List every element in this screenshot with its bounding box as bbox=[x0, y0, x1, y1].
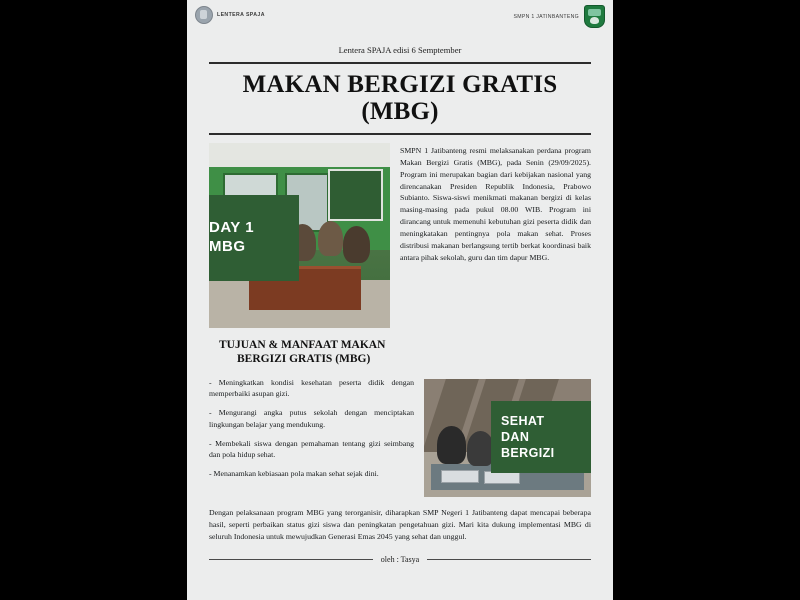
school-identity bbox=[513, 5, 605, 28]
day-badge-line-1: DAY 1 bbox=[209, 219, 255, 237]
day-badge bbox=[209, 195, 299, 281]
section-heading-line-2: BERGIZI GRATIS (MBG) bbox=[237, 353, 371, 366]
footer-rule-left bbox=[209, 559, 373, 560]
newsletter-page bbox=[187, 0, 613, 600]
classroom-photo bbox=[209, 143, 390, 328]
title-line-2: (MBG) bbox=[361, 98, 439, 125]
benefits-list bbox=[209, 377, 414, 487]
day-badge-line-2: MBG bbox=[209, 238, 246, 255]
photo-whiteboard bbox=[328, 169, 383, 221]
sehat-badge-line-1: SEHAT bbox=[501, 413, 545, 428]
lead-section bbox=[209, 143, 591, 328]
meal-distribution-photo bbox=[424, 379, 591, 497]
school-crest-icon bbox=[584, 5, 605, 28]
photo2-person-1 bbox=[437, 426, 465, 464]
lantern-logo-icon bbox=[195, 6, 213, 24]
sehat-badge bbox=[491, 401, 591, 473]
masthead bbox=[187, 0, 613, 34]
sehat-badge-line-2: DAN bbox=[501, 429, 530, 444]
benefits-section bbox=[209, 377, 591, 497]
section-heading bbox=[219, 338, 591, 367]
divider-under-title bbox=[209, 133, 591, 135]
edition-line bbox=[187, 40, 613, 58]
closing-paragraph: Dengan pelaksanaan program MBG yang terorganisir, diharapkan SMP Negeri 1 Jatibanteng dapat mencapai beberapa hasil, seperti perbaikan status gizi siswa dan peningkatan pengetahuan gizi. Mari kita dukung implementasi MBG di seluruh Indonesia untuk mewujudkan Generasi Emas 2045 yang sehat dan unggul. bbox=[209, 507, 591, 541]
benefit-item: - Mengurangi angka putus sekolah dengan menciptakan lingkungan belajar yang mendukung. bbox=[209, 408, 414, 429]
edition-text: Lentera SPAJA edisi 6 Semptember bbox=[338, 45, 462, 55]
benefit-item: - Menanamkan kebiasaan pola makan sehat sejak dini. bbox=[209, 468, 379, 478]
lead-article-text: SMPN 1 Jatibanteng resmi melaksanakan perdana program Makan Bergizi Gratis (MBG), pada Senin (29/09/2025). Program ini merupakan bagian dari kebijakan nasional yang direncanakan Presiden Republik Indonesia, Prabowo Subianto. Siswa-siswi menikmati makanan bergizi di kelas masing-masing pada pukul 08.00 WIB. Program ini dirancang untuk memenuhi kebutuhan gizi peserta didik dan meningkatakan pentingnya pola makan sehat. Proses distribusi makanan berlangsung tertib berkat koordinasi baik antara pihak sekolah, guru dan tim dapur MBG. bbox=[400, 146, 591, 262]
benefit-item: - Membekali siswa dengan pemahaman tentang gizi seimbang dan pola hidup sehat. bbox=[209, 438, 414, 460]
footer-rule-right bbox=[427, 559, 591, 560]
divider-top bbox=[209, 62, 591, 64]
photo2-tray-1 bbox=[441, 470, 480, 483]
photo-student-3 bbox=[343, 226, 370, 263]
benefit-item: - Meningkatkan kondisi kesehatan peserta didik dengan memperbaiki asupan gizi. bbox=[209, 377, 414, 399]
publisher-logo bbox=[195, 6, 265, 24]
page-title bbox=[187, 71, 613, 125]
footer bbox=[209, 555, 591, 564]
sehat-badge-line-3: BERGIZI bbox=[501, 445, 555, 460]
photo2-tray-2 bbox=[484, 471, 519, 484]
title-line-1: MAKAN BERGIZI GRATIS bbox=[242, 71, 558, 98]
publisher-name: LENTERA SPAJA bbox=[217, 12, 265, 18]
school-name: SMPN 1 JATINBANTENG bbox=[513, 13, 579, 20]
photo-wall-top bbox=[209, 143, 390, 167]
section-heading-line-1: TUJUAN & MANFAAT MAKAN bbox=[219, 339, 386, 351]
photo-student-2 bbox=[318, 221, 343, 256]
author-credit: oleh : Tasya bbox=[380, 554, 420, 564]
